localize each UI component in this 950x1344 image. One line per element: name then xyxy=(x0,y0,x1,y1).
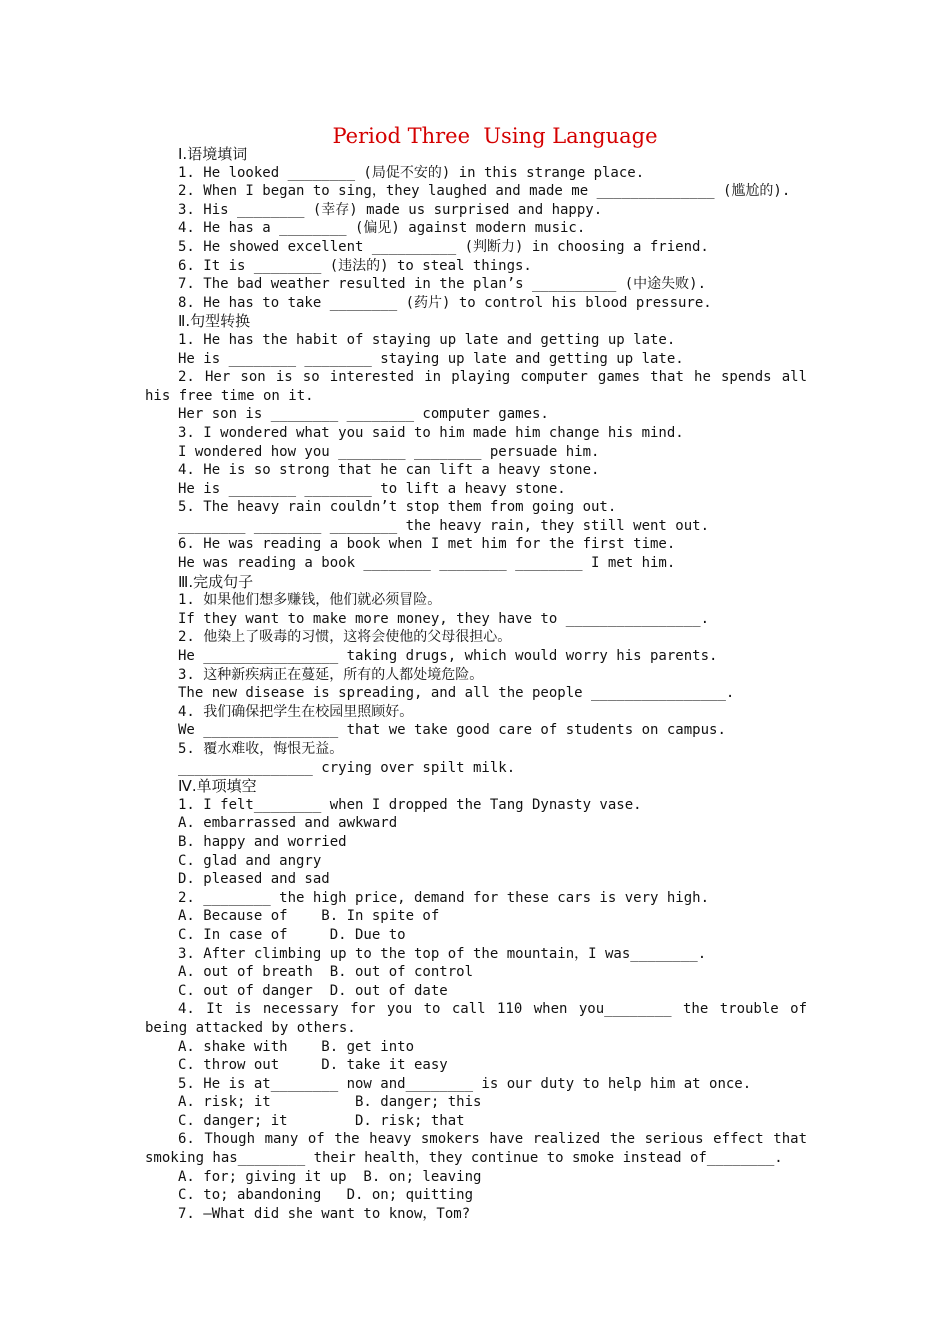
section-heading: Ⅲ.完成句子 xyxy=(178,572,254,591)
text-line: If they want to make more money, they have to ________________. xyxy=(178,610,710,627)
text-line: 5. 覆水难收，悔恨无益。 xyxy=(178,741,344,757)
text-line: I wondered how you ________ ________ persuade him. xyxy=(178,443,600,460)
text-line: 1. He has the habit of staying up late and getting up late. xyxy=(178,331,676,348)
text-line: 7. The bad weather resulted in the plan’s __________ (中途失败). xyxy=(178,276,707,293)
text-line: C. In case of D. Due to xyxy=(178,926,406,943)
text-line: 6. He was reading a book when I met him for the first time. xyxy=(178,536,676,553)
section-heading: Ⅰ.语境填词 xyxy=(178,145,248,163)
text-line: 8. He has to take ________ (药片) to control his blood pressure. xyxy=(178,294,712,311)
text-line: C. danger; it D. risk; that xyxy=(178,1112,465,1129)
text-line: A. for; giving it up B. on; leaving xyxy=(178,1168,482,1185)
text-line: 6. It is ________ (违法的) to steal things. xyxy=(178,257,532,274)
exercise-content xyxy=(145,145,807,1223)
text-line: A. embarrassed and awkward xyxy=(178,815,398,832)
text-line: He ________________ taking drugs, which would worry his parents. xyxy=(178,648,718,665)
text-line: 4. He has a ________ (偏见) against modern music. xyxy=(178,220,586,237)
text-line: C. out of danger D. out of date xyxy=(178,982,448,999)
text-line: The new disease is spreading, and all the people ________________. xyxy=(178,685,735,702)
text-line: We ________________ that we take good care of students on campus. xyxy=(178,722,726,739)
text-line: A. out of breath B. out of control xyxy=(178,964,474,981)
text-line: 5. The heavy rain couldn’t stop them from going out. xyxy=(178,499,617,516)
text-line: B. happy and worried xyxy=(178,833,347,850)
text-line: 2. Her son is so interested in playing computer games that he spends all his free time on it. xyxy=(145,369,807,404)
text-line: ________________ crying over spilt milk. xyxy=(178,759,516,776)
text-line: 3. I wondered what you said to him made him change his mind. xyxy=(178,424,684,441)
text-line: 7. —What did she want to know，Tom? xyxy=(178,1205,471,1222)
text-line: 3. His ________ (幸存) made us surprised and happy. xyxy=(178,201,603,218)
text-line: A. Because of B. In spite of xyxy=(178,908,440,925)
text-line: 4. It is necessary for you to call 110 when you________ the trouble of being attacked by others. xyxy=(145,1001,807,1036)
text-line: 1. He looked ________ (局促不安的) in this strange place. xyxy=(178,164,645,181)
text-line: 5. He is at________ now and________ is our duty to help him at once. xyxy=(178,1075,752,1092)
text-line: 4. 我们确保把学生在校园里照顾好。 xyxy=(178,703,414,720)
text-line: C. throw out D. take it easy xyxy=(178,1057,448,1074)
text-line: He was reading a book ________ ________ ________ I met him. xyxy=(178,555,676,572)
text-line: D. pleased and sad xyxy=(178,871,330,888)
text-line: 1. I felt________ when I dropped the Tang Dynasty vase. xyxy=(178,796,642,813)
text-line: C. to; abandoning D. on; quitting xyxy=(178,1187,474,1204)
text-line: 3. After climbing up to the top of the mountain，I was________. xyxy=(178,945,707,962)
text-line: ________ ________ ________ the heavy rain, they still went out. xyxy=(178,517,710,534)
text-line: 2. When I began to sing，they laughed and made me ______________ (尴尬的). xyxy=(178,183,791,200)
text-line: 6. Though many of the heavy smokers have realized the serious effect that smoking has________ their health，they continue to smoke instead of________. xyxy=(145,1131,807,1167)
section-heading: Ⅳ.单项填空 xyxy=(178,777,257,796)
section-heading: Ⅱ.句型转换 xyxy=(178,312,251,331)
text-line: 3. 这种新疾病正在蔓延，所有的人都处境危险。 xyxy=(178,666,484,683)
text-line: 4. He is so strong that he can lift a heavy stone. xyxy=(178,462,600,479)
text-line: 2. 他染上了吸毒的习惯，这将会使他的父母很担心。 xyxy=(178,629,512,646)
text-line: He is ________ ________ to lift a heavy stone. xyxy=(178,480,566,497)
text-line: 5. He showed excellent __________ (判断力) in choosing a friend. xyxy=(178,238,709,255)
text-line: He is ________ ________ staying up late and getting up late. xyxy=(178,350,684,367)
text-line: 2. ________ the high price, demand for these cars is very high. xyxy=(178,889,710,906)
text-line: A. risk; it B. danger; this xyxy=(178,1094,482,1111)
text-line: C. glad and angry xyxy=(178,852,322,869)
text-line: A. shake with B. get into xyxy=(178,1038,415,1055)
text-line: Her son is ________ ________ computer games. xyxy=(178,406,549,423)
text-line: 1. 如果他们想多赚钱，他们就必须冒险。 xyxy=(178,592,442,609)
page-title: Period Three Using Language xyxy=(332,124,658,148)
